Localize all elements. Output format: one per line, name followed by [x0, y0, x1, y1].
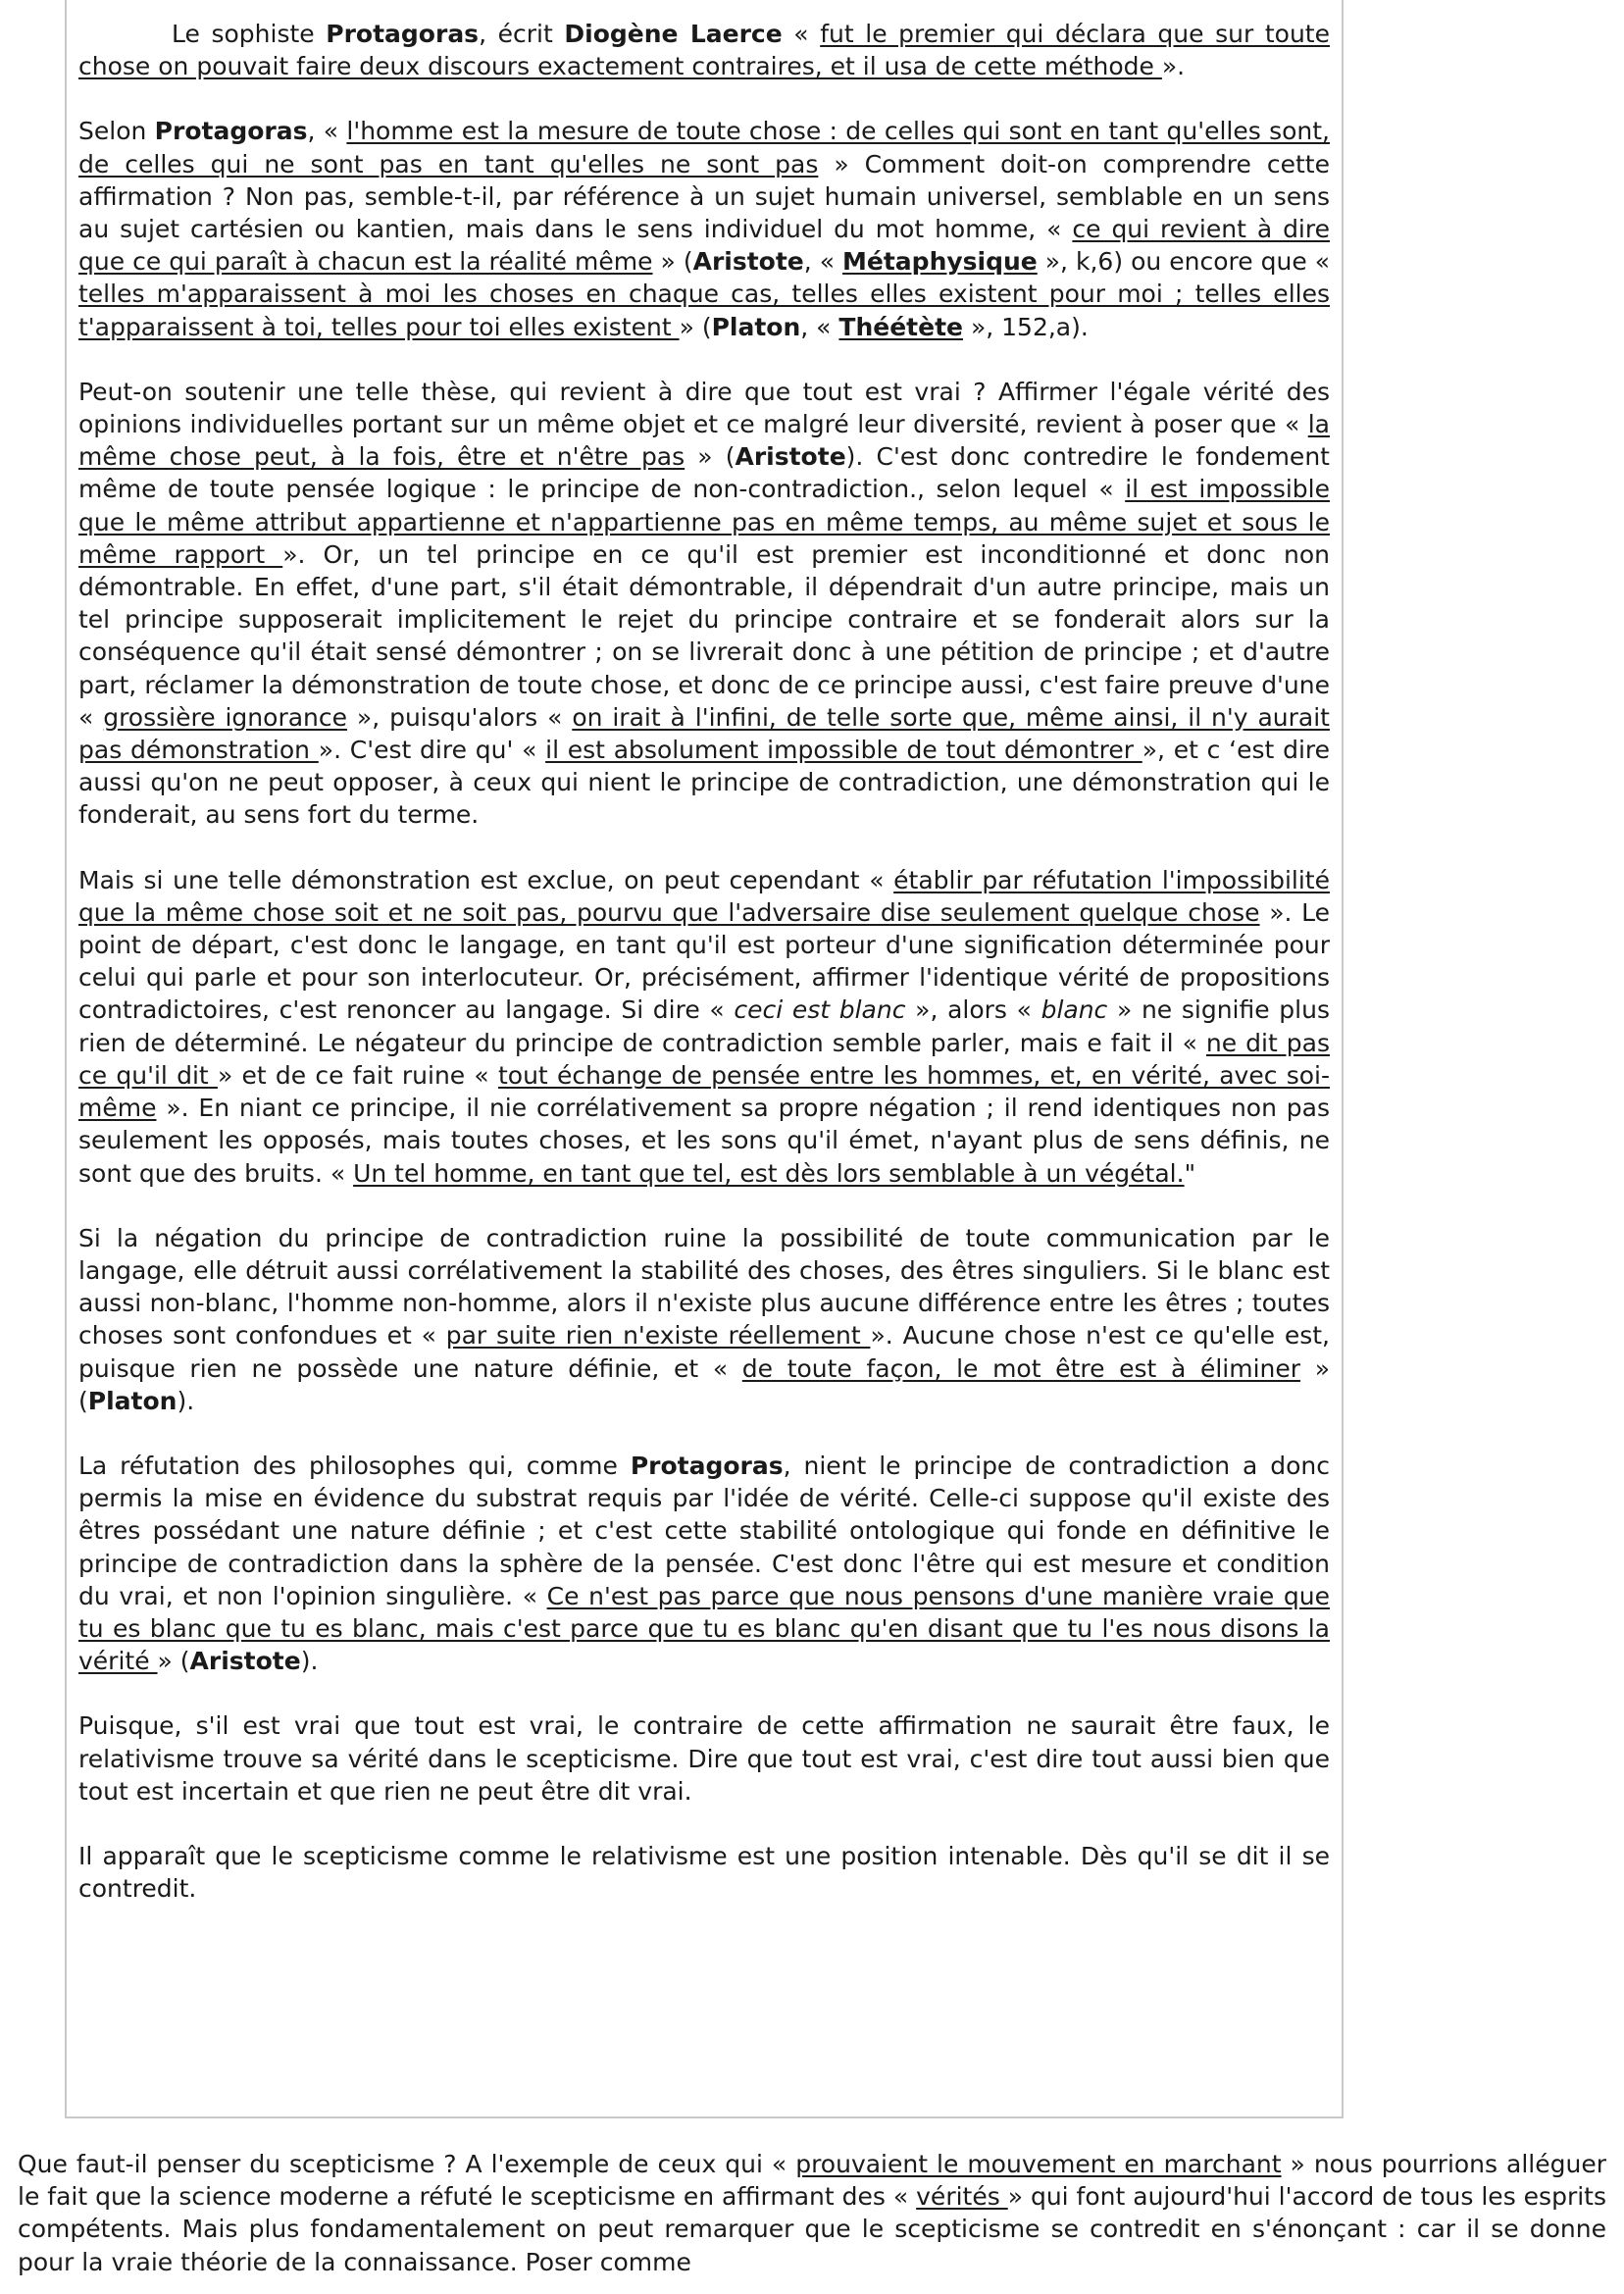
quote-link[interactable]: établir par réfutation l'impossibilité que la même chose soit et ne soit pas, pourvu que l'adversaire dise seulement quelque chose [78, 865, 1330, 927]
paragraph-substrat-verite: La réfutation des philosophes qui, comme Protagoras, nient le principe de contradiction a donc permis la mise en évidence du substrat requis par l'idée de vérité. Celle-ci suppose qu'il existe des êtres possédant une nature définie ; et c'est cette stabilité ontologique qui fonde en définitive le principe de contradiction dans la sphère de la pensée. C'est donc l'être qui est mesure et condition du vrai, et non l'opinion singulière. « Ce n'est pas parce que nous pensons d'une manière vraie que tu es blanc que tu es blanc, mais c'est parce que tu es blanc qu'en disant que tu l'es nous disons la vérité » (Aristote). [78, 1451, 1331, 1676]
quote-link[interactable]: ce qui revient à dire que ce qui paraît à chacun est la réalité même [78, 215, 1330, 277]
outer-text [18, 2148, 1606, 2278]
quote-link[interactable]: grossière ignorance [103, 702, 348, 732]
quote-link[interactable]: telles m'apparaissent à moi les choses en chaque cas, telles elles existent pour moi ; telles elles t'apparaissent à toi, telles pour toi elles existent [78, 280, 1330, 341]
quote-link[interactable]: prouvaient le mouvement en marchant [795, 2150, 1282, 2178]
paragraph-refutation-langage: Mais si une telle démonstration est exclue, on peut cependant « établir par réfutation l'impossibilité que la même chose soit et ne soit pas, pourvu que l'adversaire dise seulement quelque chose ». Le point de départ, c'est donc le langage, en tant qu'il est porteur d'une signification déterminée pour celui qui parle et pour son interlocuteur. Or, précisément, affirmer l'identique vérité de propositions contradictoires, c'est renoncer au langage. Si dire « ceci est blanc », alors « blanc » ne signifie plus rien de déterminé. Le négateur du principe de contradiction semble parler, mais e fait il « ne dit pas ce qu'il dit » et de ce fait ruine « tout échange de pensée entre les hommes, et, en vérité, avec soi-même ». En niant ce principe, il nie corrélativement sa propre négation ; il rend identiques non pas seulement les opposés, mais toutes choses, et les sons qu'il émet, n'ayant plus de sens définis, ne sont que des bruits. « Un tel homme, en tant que tel, est dès lors semblable à un végétal." [78, 865, 1331, 1188]
text-frame [65, 0, 1344, 2118]
text-frame-content [78, 18, 1330, 1937]
paragraph-relativisme-scepticisme: Puisque, s'il est vrai que tout est vrai, le contraire de cette affirmation ne saurait être faux, le relativisme trouve sa vérité dans le scepticisme. Dire que tout est vrai, c'est dire tout aussi bien que tout est incertain et que rien ne peut être dit vrai. [78, 1711, 1330, 1806]
quote-link[interactable]: Ce n'est pas parce que nous pensons d'une manière vraie que tu es blanc que tu es blanc, mais c'est parce que tu es blanc qu'en disant que tu l'es nous disons la vérité [78, 1581, 1330, 1676]
paragraph-homme-mesure: Selon Protagoras, « l'homme est la mesure de toute chose : de celles qui sont en tant qu'elles sont, de celles qui ne sont pas en tant qu'elles ne sont pas » Comment doit-on comprendre cette affirmation ? Non pas, semble-t-il, par référence à un sujet humain universel, semblable en un sens au sujet cartésien ou kantien, mais dans le sens individuel du mot homme, « ce qui revient à dire que ce qui paraît à chacun est la réalité même » (Aristote, « Métaphysique », k,6) ou encore que « telles m'apparaissent à moi les choses en chaque cas, telles elles existent pour moi ; telles elles t'apparaissent à toi, telles pour toi elles existent » (Platon, « Théétète », 152,a). [78, 117, 1330, 341]
quote-link[interactable]: il est absolument impossible de tout démontrer [545, 736, 1142, 765]
book-link-theetete[interactable]: Théétète [838, 312, 963, 341]
quote-link[interactable]: par suite rien n'existe réellement [445, 1321, 871, 1351]
quote-link[interactable]: l'homme est la mesure de toute chose : de celles qui sont en tant qu'elles sont, de celles qui ne sont pas en tant qu'elles ne sont pas [78, 117, 1330, 178]
quote-link[interactable]: tout échange de pensée entre les hommes, et, en vérité, avec soi-même [78, 1060, 1330, 1123]
paragraph-non-contradiction: Peut-on soutenir une telle thèse, qui revient à dire que tout est vrai ? Affirmer l'égale vérité des opinions individuelles portant sur un même objet et ce malgré leur diversité, revient à poser que « la même chose peut, à la fois, être et n'être pas » (Aristote). C'est donc contredire le fondement même de toute pensée logique : le principe de non-contradiction., selon lequel « il est impossible que le même attribut appartienne et n'appartienne pas en même temps, au même sujet et sous le même rapport ». Or, un tel principe en ce qu'il est premier est inconditionné et donc non démontrable. En effet, d'une part, s'il était démontrable, il dépendrait d'un autre principe, mais un tel principe supposerait implicitement le rejet du principe contraire et se fonderait alors sur la conséquence qu'il était sensé démontrer ; on se livrerait donc à une pétition de principe ; et d'autre part, réclamer la démonstration de toute chose, et donc de ce principe aussi, c'est faire preuve d'une « grossière ignorance », puisqu'alors « on irait à l'infini, de telle sorte que, même ainsi, il n'y aurait pas démonstration ». C'est dire qu' « il est absolument impossible de tout démontrer », et c ‘est dire aussi qu'on ne peut opposer, à ceux qui nient le principe de contradiction, une démonstration qui le fonderait, au sens fort du terme. [78, 377, 1330, 830]
paragraph-conclusion: Il apparaît que le scepticisme comme le relativisme est une position intenable. Dès qu'il se dit il se contredit. [78, 1841, 1330, 1904]
quote-link[interactable]: Un tel homme, en tant que tel, est dès lors semblable à un végétal. [353, 1158, 1185, 1188]
quote-link[interactable]: ne dit pas ce qu'il dit [78, 1028, 1331, 1090]
quote-link[interactable]: de toute façon, le mot être est à éliminer [741, 1353, 1301, 1383]
quote-link[interactable]: fut le premier qui déclara que sur toute chose on pouvait faire deux discours exactement contraires, et il usa de cette méthode [78, 20, 1330, 81]
quote-link[interactable]: on irait à l'infini, de telle sorte que, même ainsi, il n'y aurait pas démonstration [78, 702, 1330, 765]
quote-link[interactable]: la même chose peut, à la fois, être et n'être pas [78, 410, 1330, 472]
quote-link[interactable]: il est impossible que le même attribut appartienne et n'appartienne pas en même temps, au même sujet et sous le même rapport [78, 475, 1330, 569]
paragraph-protagoras-diogene: Le sophiste Protagoras, écrit Diogène Laerce « fut le premier qui déclara que sur toute chose on pouvait faire deux discours exactement contraires, et il usa de cette méthode ». [78, 20, 1330, 81]
paragraph-stabilite-choses: Si la négation du principe de contradiction ruine la possibilité de toute communication par le langage, elle détruit aussi corrélativement la stabilité des choses, des êtres singuliers. Si le blanc est aussi non-blanc, l'homme non-homme, alors il n'existe plus aucune différence entre les êtres ; toutes choses sont confondues et « par suite rien n'existe réellement ». Aucune chose n'est ce qu'elle est, puisque rien ne possède une nature définie, et « de toute façon, le mot être est à éliminer » (Platon). [78, 1223, 1331, 1415]
book-link-metaphysique[interactable]: Métaphysique [842, 247, 1038, 277]
paragraph-scepticisme: Que faut-il penser du scepticisme ? A l'exemple de ceux qui « prouvaient le mouvement en marchant » nous pourrions alléguer le fait que la science moderne a réfuté le scepticisme en affirmant des « vérités » qui font aujourd'hui l'accord de tous les esprits compétents. Mais plus fondamentalement on peut remarquer que le scepticisme se contredit en s'énonçant : car il se donne pour la vraie théorie de la connaissance. Poser comme [18, 2150, 1607, 2276]
quote-link[interactable]: vérités [916, 2182, 1008, 2212]
